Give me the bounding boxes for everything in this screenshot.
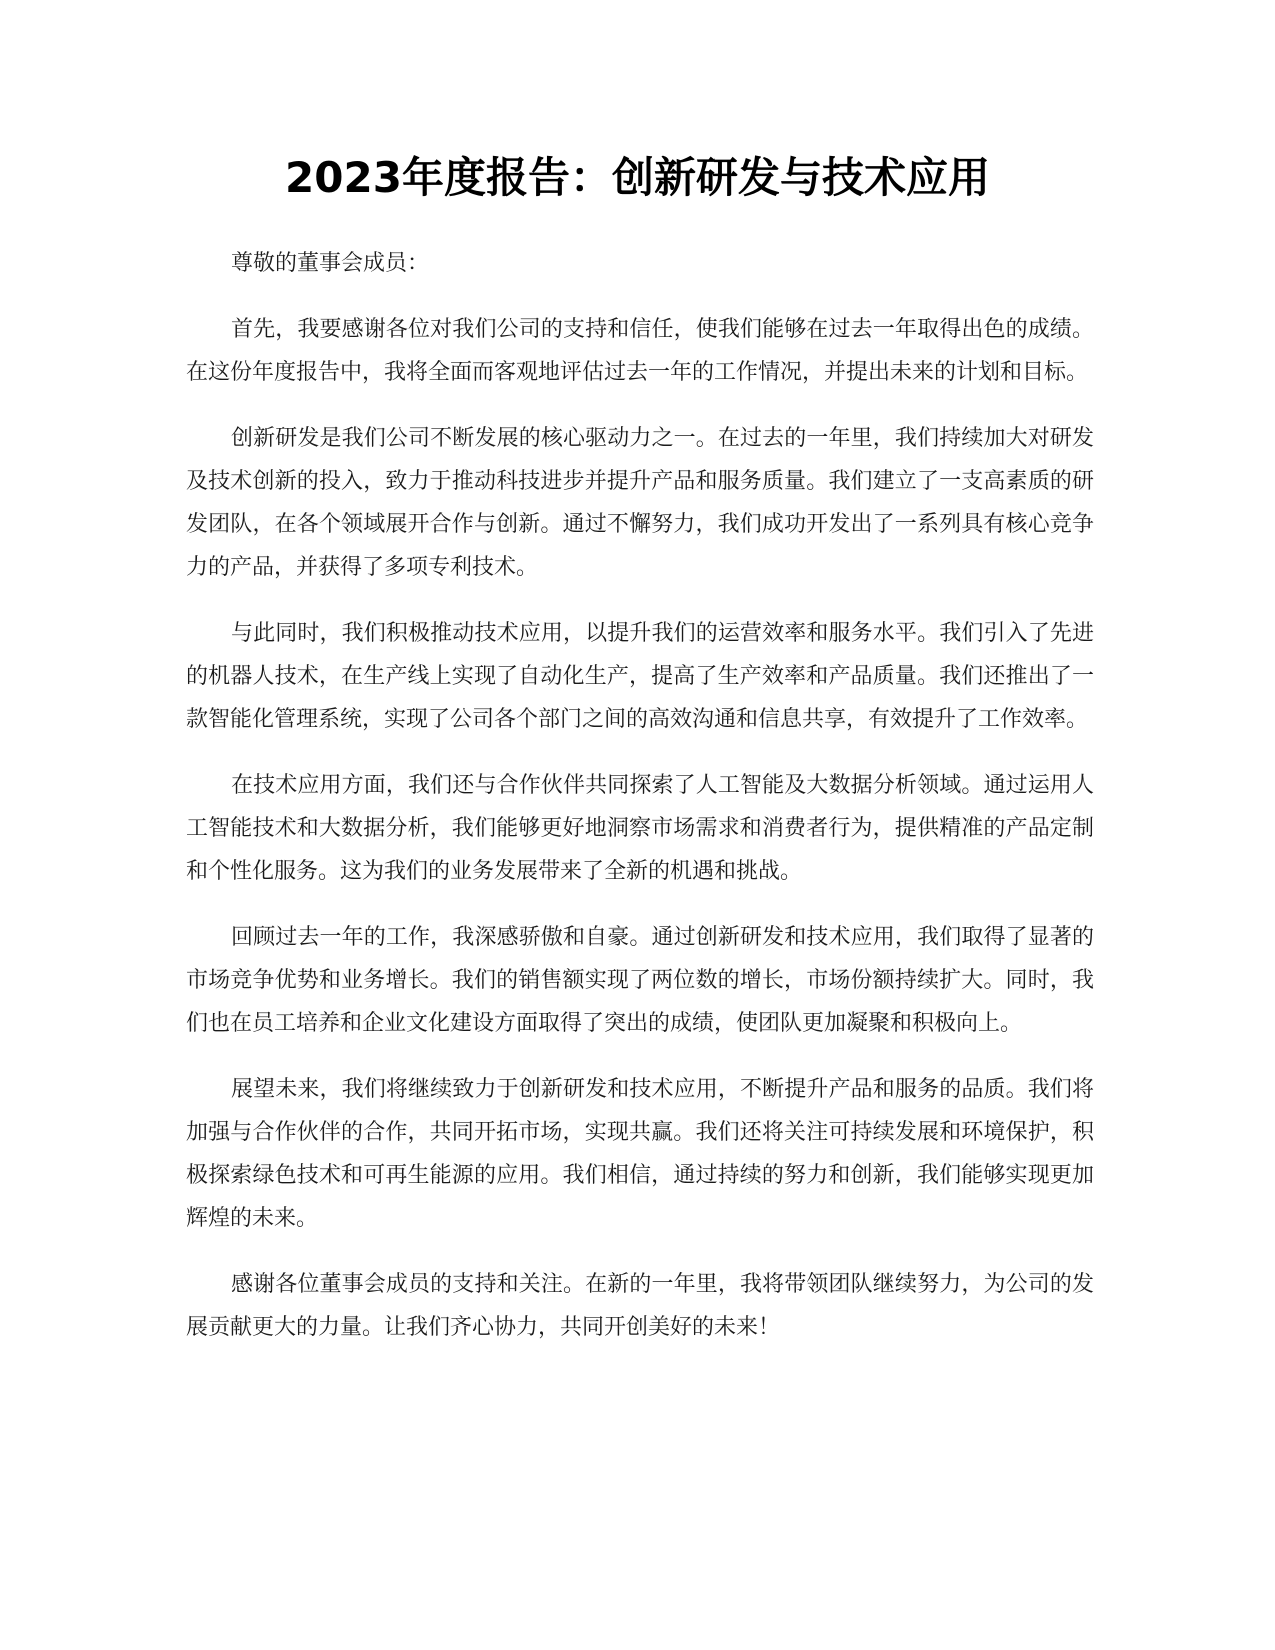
paragraph-tech-application: 与此同时，我们积极推动技术应用，以提升我们的运营效率和服务水平。我们引入了先进的机器人技术，在生产线上实现了自动化生产，提高了生产效率和产品质量。我们还推出了一款智能化管理系统，实现了公司各个部门之间的高效沟通和信息共享，有效提升了工作效率。: [186, 621, 1094, 732]
paragraph-innovation-rd: 创新研发是我们公司不断发展的核心驱动力之一。在过去的一年里，我们持续加大对研发及技术创新的投入，致力于推动科技进步并提升产品和服务质量。我们建立了一支高素质的研发团队，在各个领域展开合作与创新。通过不懈努力，我们成功开发出了一系列具有核心竞争力的产品，并获得了多项专利技术。: [186, 426, 1094, 580]
paragraph-outlook: 展望未来，我们将继续致力于创新研发和技术应用，不断提升产品和服务的品质。我们将加强与合作伙伴的合作，共同开拓市场，实现共赢。我们还将关注可持续发展和环境保护，积极探索绿色技术和可再生能源的应用。我们相信，通过持续的努力和创新，我们能够实现更加辉煌的未来。: [186, 1077, 1094, 1231]
paragraph-closing: 感谢各位董事会成员的支持和关注。在新的一年里，我将带领团队继续努力，为公司的发展贡献更大的力量。让我们齐心协力，共同开创美好的未来！: [186, 1272, 1094, 1340]
salutation: 尊敬的董事会成员：: [231, 251, 430, 276]
document-title: 2023年度报告：创新研发与技术应用: [285, 153, 990, 202]
document-body: [186, 242, 1094, 1372]
paragraph-review: 回顾过去一年的工作，我深感骄傲和自豪。通过创新研发和技术应用，我们取得了显著的市场竞争优势和业务增长。我们的销售额实现了两位数的增长，市场份额持续扩大。同时，我们也在员工培养和企业文化建设方面取得了突出的成绩，使团队更加凝聚和积极向上。: [186, 925, 1094, 1036]
paragraph-thanks: 首先，我要感谢各位对我们公司的支持和信任，使我们能够在过去一年取得出色的成绩。在这份年度报告中，我将全面而客观地评估过去一年的工作情况，并提出未来的计划和目标。: [186, 317, 1094, 385]
paragraph-ai-bigdata: 在技术应用方面，我们还与合作伙伴共同探索了人工智能及大数据分析领域。通过运用人工智能技术和大数据分析，我们能够更好地洞察市场需求和消费者行为，提供精准的产品定制和个性化服务。这为我们的业务发展带来了全新的机遇和挑战。: [186, 773, 1094, 884]
